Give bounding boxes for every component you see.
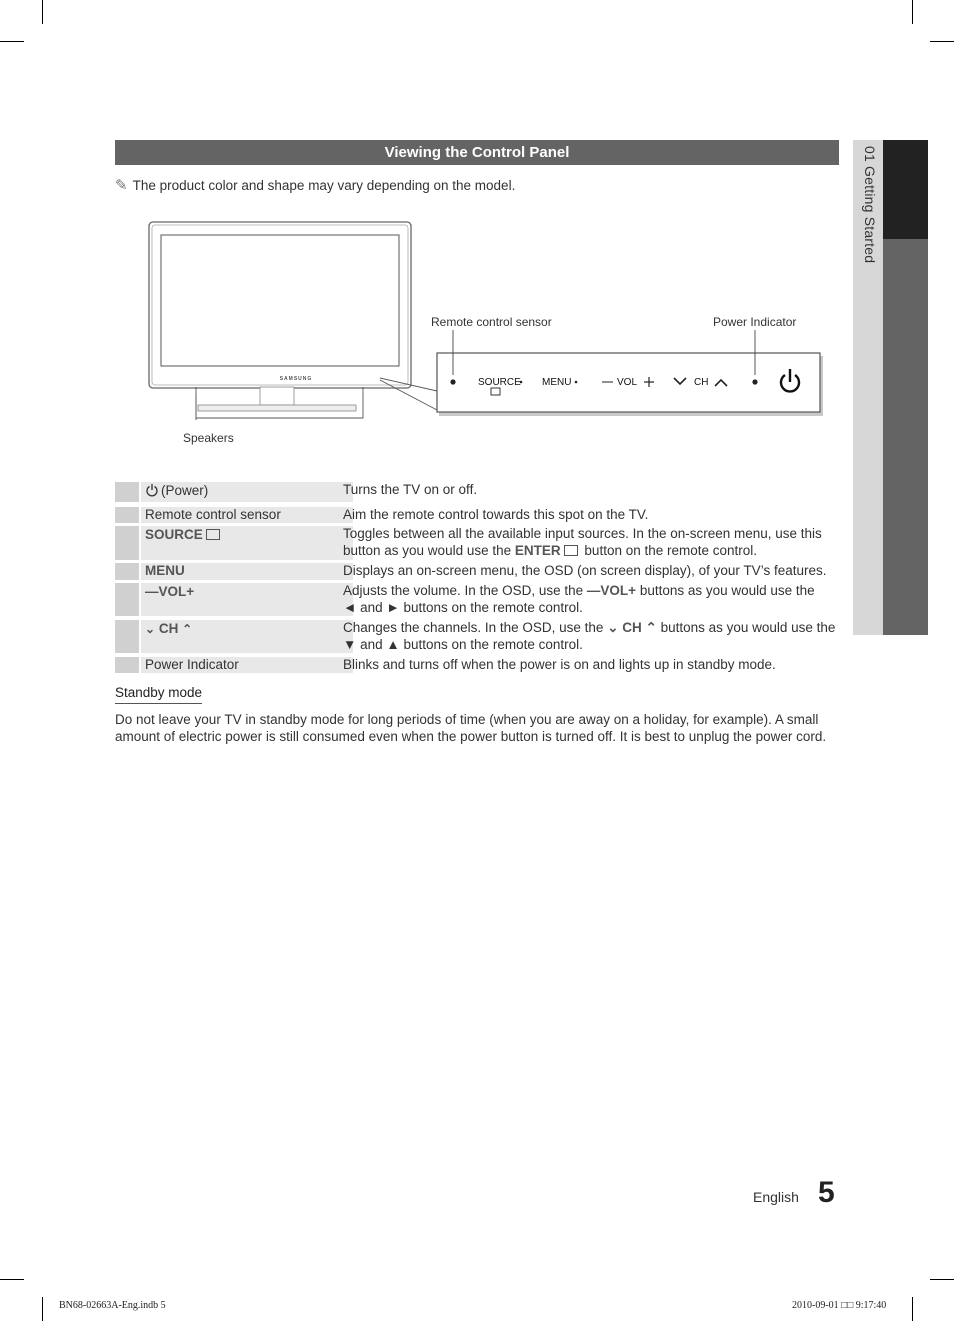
- tv-screen: [161, 235, 399, 366]
- table-row: [115, 507, 839, 523]
- ch-desc: Changes the channels. In the OSD, use the: [343, 620, 604, 635]
- tv-stand-neck: [260, 387, 294, 405]
- power-indicator-label: Power Indicator: [713, 315, 797, 329]
- menu-desc: Displays an on-screen menu, the OSD (on screen display), of your TV’s features.: [343, 563, 827, 578]
- ch-desc-mid: buttons as you would use the: [660, 620, 836, 635]
- vol-name: VOL: [158, 584, 187, 599]
- table-row: [115, 583, 839, 616]
- vol-desc-mid: buttons as you would use the: [639, 583, 815, 598]
- power-desc: Turns the TV on or off.: [343, 482, 478, 497]
- table-row: [115, 482, 839, 502]
- note: [115, 176, 515, 194]
- panel-menu-label: MENU: [542, 377, 572, 388]
- power-name: (Power): [161, 483, 209, 498]
- standby-heading: Standby mode: [115, 685, 202, 704]
- plus-icon: +: [186, 584, 195, 599]
- note-text: The product color and shape may vary depending on the model.: [132, 178, 516, 193]
- print-timestamp: 2010-09-01 □□ 9:17:40: [792, 1300, 887, 1311]
- table-row: [115, 620, 839, 653]
- source-desc: Toggles between all the available input sources. In the on-screen menu, use this button as you would use the: [343, 526, 822, 558]
- crop-mark: [930, 41, 954, 42]
- page-number: 5: [818, 1176, 835, 1209]
- speakers-label: Speakers: [183, 431, 234, 445]
- remote-sensor-dot: [450, 379, 455, 384]
- panel-vol-label: VOL: [617, 377, 638, 388]
- crop-mark: [0, 41, 24, 42]
- minus-icon: —: [145, 584, 159, 599]
- panel-source-label: SOURCE: [478, 377, 521, 388]
- ch-inline-label: ⌄ CH ⌃: [607, 620, 657, 635]
- side-tab-label: 01 Getting Started: [862, 146, 878, 264]
- enter-icon: [206, 529, 220, 540]
- panel-ch-label: CH: [694, 377, 709, 388]
- vol-inline-label: —VOL+: [586, 583, 637, 598]
- print-file: BN68-02663A-Eng.indb 5: [59, 1300, 166, 1311]
- ch-desc-end: ▼ and ▲ buttons on the remote control.: [343, 636, 583, 652]
- tv-stand-base: [198, 405, 356, 411]
- footer-language: English: [753, 1189, 799, 1205]
- crop-mark: [0, 1279, 24, 1280]
- power-indicator-dot: [752, 379, 757, 384]
- standby-body: Do not leave your TV in standby mode for long periods of time (when you are away on a holiday, for example). A small amount of electric power is still consumed even when the power button is turned off. It is best to unplug the power cord.: [115, 712, 827, 744]
- chevron-up-icon: ⌃: [182, 622, 193, 636]
- table-row: [115, 563, 839, 580]
- table-row: [115, 526, 839, 560]
- power-indicator-desc: Blinks and turns off when the power is on and lights up in standby mode.: [343, 657, 776, 672]
- pencil-icon: ✎: [115, 177, 128, 194]
- brand-logo: SAMSUNG: [279, 376, 313, 382]
- enter-icon: [564, 545, 578, 556]
- chevron-down-icon: ⌄: [145, 622, 156, 636]
- tv-control-panel-figure: [140, 215, 840, 450]
- ch-name: CH: [158, 621, 179, 636]
- remote-sensor-desc: Aim the remote control towards this spot on the TV.: [343, 507, 649, 522]
- crop-mark: [930, 1279, 954, 1280]
- crop-mark: [42, 1297, 43, 1321]
- crop-mark: [912, 1297, 913, 1321]
- menu-name: MENU: [141, 563, 353, 580]
- source-desc-end: button on the remote control.: [584, 542, 758, 558]
- vol-desc: Adjusts the volume. In the OSD, use the: [343, 583, 584, 598]
- remote-sensor-label: Remote control sensor: [431, 315, 552, 329]
- crop-mark: [42, 0, 43, 24]
- section-title: Viewing the Control Panel: [115, 140, 839, 165]
- source-name: SOURCE: [145, 527, 203, 542]
- crop-mark: [912, 0, 913, 24]
- enter-label: ENTER: [514, 542, 561, 558]
- side-tab-marker: [883, 140, 928, 239]
- vol-desc-end: ◄ and ► buttons on the remote control.: [343, 599, 583, 615]
- power-icon: [145, 483, 159, 497]
- table-row: [115, 657, 839, 673]
- power-indicator-name: Power Indicator: [141, 657, 353, 673]
- remote-sensor-name: Remote control sensor: [141, 507, 353, 523]
